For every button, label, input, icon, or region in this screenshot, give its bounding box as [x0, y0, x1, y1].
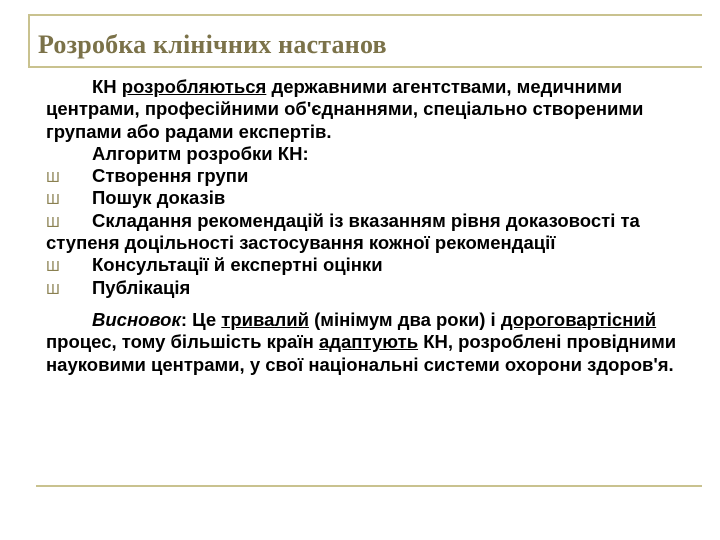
algorithm-heading: Алгоритм розробки КН: — [92, 142, 309, 164]
slide-title: Розробка клінічних настанов — [38, 30, 387, 59]
left-rule — [28, 14, 30, 66]
title-rule — [28, 66, 702, 68]
intro-paragraph: КН розробляються державними агентствами, медичними центрами, професійними об'єднаннями, спеціально створеними групами або радами експертів. — [46, 76, 644, 142]
bullet-icon: Ш — [46, 260, 60, 276]
emphasis-long: тривалий — [221, 308, 309, 330]
slide-body — [46, 76, 702, 376]
bullet-icon: Ш — [46, 215, 60, 231]
emphasis-adapt: адаптують — [318, 331, 419, 353]
list-item: Ш Складання рекомендацій із вказанням рівня доказовості та ступеня доцільності застосування кожної рекомендації — [46, 209, 640, 254]
conclusion-paragraph: Висновок: Це тривалий (мінімум два роки) і дороговартісний процес, тому більшість країн адаптують КН, розроблені провідними науковими центрами, у свої національні системи охорони здоров'я. — [46, 308, 677, 375]
bullet-icon: Ш — [46, 282, 60, 298]
list-item: Ш Публікація — [46, 277, 702, 299]
list-item: Ш Консультації й експертні оцінки — [46, 254, 702, 276]
conclusion-label: Висновок — [92, 308, 181, 330]
bottom-rule — [36, 485, 702, 487]
list-item: Ш Пошук доказів — [46, 187, 702, 209]
bullet-icon: Ш — [46, 171, 60, 187]
emphasis-develop: розробляються — [121, 76, 267, 97]
bullet-icon: Ш — [46, 193, 60, 209]
list-item: Ш Створення групи — [46, 165, 702, 187]
emphasis-expensive: дороговартісний — [500, 308, 657, 330]
spacer — [46, 299, 702, 309]
top-rule — [28, 14, 702, 16]
